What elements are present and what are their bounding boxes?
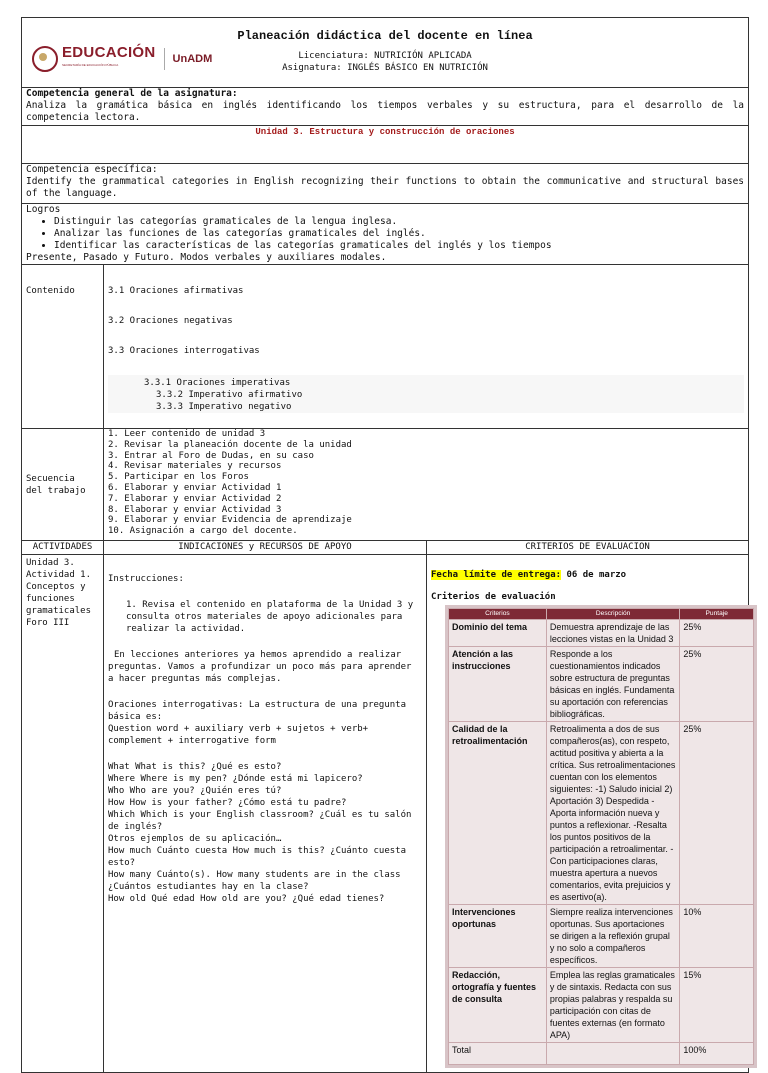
competencia-especifica-label: Competencia específica: <box>26 164 158 175</box>
contenido-item: 3.3 Oraciones interrogativas <box>108 346 260 356</box>
seal-icon <box>32 46 58 72</box>
actividad-line: Conceptos y <box>26 582 86 592</box>
secuencia-label-2: del trabajo <box>26 485 86 496</box>
example-line: How old Qué edad How old are you? ¿Qué edad tienes? <box>108 894 385 904</box>
crit-puntaje: 25% <box>680 646 754 721</box>
logro-item: • Distinguir las categorías gramaticales de la lengua inglesa. <box>54 216 744 228</box>
secuencia-item: 3. Entrar al Foro de Dudas, en su caso <box>108 450 314 461</box>
criterios-subtitle: Criterios de evaluación <box>431 592 556 602</box>
educacion-logo-subtext: SECRETARÍA DE EDUCACIÓN PÚBLICA <box>62 63 119 67</box>
crit-descripcion: Responde a los cuestionamientos indicados sobre estructura de preguntas básicas en inglés. Fundamenta su aportación con referencias bibliográficas. <box>546 646 680 721</box>
educacion-logo-text: EDUCACIÓN <box>62 44 156 61</box>
competencia-especifica-text: Identify the grammatical categories in English recognizing their functions to obtain the communicative and structural bases of the language. <box>26 176 745 199</box>
crit-row <box>449 967 754 1042</box>
example-line: Where Where is my pen? ¿Dónde está mi lapicero? <box>108 774 363 784</box>
crit-puntaje: 10% <box>680 904 754 967</box>
contenido-subitem: 3.3.3 Imperativo negativo <box>156 402 292 412</box>
secuencia-item: 8. Elaborar y enviar Actividad 3 <box>108 504 282 515</box>
logros-row <box>22 204 749 265</box>
competencia-general-text: Analiza la gramática básica en inglés identificando los tiempos verbales y su estructura, para el desarrollo de la competencia lectora. <box>26 100 745 123</box>
page-title: Planeación didáctica del docente en línea <box>237 29 533 43</box>
competencia-general-label: Competencia general de la asignatura: <box>26 88 238 99</box>
secuencia-item: 7. Elaborar y enviar Actividad 2 <box>108 493 282 504</box>
example-line: Who Who are you? ¿Quién eres tú? <box>108 786 282 796</box>
asignatura: Asignatura: INGLÉS BÁSICO EN NUTRICIÓN <box>282 63 488 73</box>
logos <box>32 46 212 72</box>
actividad-line: Foro III <box>26 618 70 628</box>
activities-header-row <box>22 541 749 555</box>
crit-criterio: Dominio del tema <box>449 619 547 646</box>
contenido-item: 3.1 Oraciones afirmativas <box>108 286 244 296</box>
fecha-limite <box>431 569 744 581</box>
paragraph-1: En lecciones anteriores ya hemos aprendido a realizar preguntas. Vamos a profundizar un poco más para aprender a hacer preguntas más complejas. <box>108 650 412 684</box>
contenido-row <box>22 265 749 429</box>
unadm-logo: UnADM <box>172 53 213 65</box>
paragraph-2: Oraciones interrogativas: La estructura de una pregunta básica es: <box>108 700 407 722</box>
unidad-title: Unidad 3. Estructura y construcción de oraciones <box>22 126 749 164</box>
crit-descripcion: Emplea las reglas gramaticales y de sintaxis. Redacta con sus propias palabras y respalda su participación con citas de fuentes externas (en formato APA) <box>546 967 680 1042</box>
crit-puntaje: 25% <box>680 619 754 646</box>
contenido-label: Contenido <box>22 265 104 429</box>
secuencia-item: 1. Leer contenido de unidad 3 <box>108 429 266 439</box>
logros-tail: Presente, Pasado y Futuro. Modos verbales y auxiliares modales. <box>26 252 387 263</box>
contenido-subitem: 3.3.2 Imperativo afirmativo <box>156 390 303 400</box>
crit-puntaje: 100% <box>680 1042 754 1064</box>
crit-criterio: Atención a las instrucciones <box>449 646 547 721</box>
crit-criterio: Total <box>449 1042 547 1064</box>
logros-list <box>26 216 744 252</box>
subitems-block <box>108 375 744 413</box>
crit-header: Criterios <box>449 609 547 620</box>
crit-criterio: Redacción, ortografía y fuentes de consulta <box>449 967 547 1042</box>
crit-row <box>449 619 754 646</box>
example-line: Otros ejemplos de su aplicación… <box>108 834 282 844</box>
actividad-line: gramaticales <box>26 606 92 616</box>
secuencia-item: 10. Asignación a cargo del docente. <box>108 526 298 537</box>
licenciatura: Licenciatura: NUTRICIÓN APLICADA <box>298 51 472 61</box>
crit-row <box>449 721 754 904</box>
logros-label: Logros <box>26 204 61 215</box>
logro-item: • Identificar las características de las categorías gramaticales del inglés y los tiempos <box>54 240 744 252</box>
header-row <box>22 18 749 88</box>
secuencia-item: 4. Revisar materiales y recursos <box>108 461 282 472</box>
example-line: Which Which is your English classroom? ¿Cuál es tu salón de inglés? <box>108 810 412 832</box>
crit-criterio: Calidad de la retroalimentación <box>449 721 547 904</box>
secuencia-item: 6. Elaborar y enviar Actividad 1 <box>108 482 282 493</box>
fecha-value: 06 de marzo <box>566 570 627 580</box>
instrucciones-label: Instrucciones: <box>108 574 184 584</box>
crit-row <box>449 904 754 967</box>
secuencia-item: 2. Revisar la planeación docente de la unidad <box>108 439 352 450</box>
crit-puntaje: 15% <box>680 967 754 1042</box>
secuencia-item: 5. Participar en los Foros <box>108 472 249 483</box>
competencia-especifica-row <box>22 164 749 204</box>
example-line: What What is this? ¿Qué es esto? <box>108 762 282 772</box>
crit-row-total <box>449 1042 754 1064</box>
competencia-general-row <box>22 88 749 126</box>
criterios-table <box>448 608 754 1065</box>
crit-puntaje: 25% <box>680 721 754 904</box>
crit-descripcion: Demuestra aprendizaje de las lecciones vistas en la Unidad 3 <box>546 619 680 646</box>
secuencia-label: Secuencia <box>26 473 75 484</box>
planeacion-table <box>21 17 749 1073</box>
step-1: 1. Revisa el contenido en plataforma de la Unidad 3 y consulta otros materiales de apoyo adicionales para realizar la actividad. <box>126 600 414 634</box>
logo-divider <box>164 48 165 70</box>
educacion-logo <box>32 46 156 72</box>
example-line: How many Cuánto(s). How many students are in the class ¿Cuántos estudiantes hay en la clase? <box>108 870 401 892</box>
example-line: How How is your father? ¿Cómo está tu padre? <box>108 798 347 808</box>
crit-header: Puntaje <box>680 609 754 620</box>
criterios-table-frame <box>445 605 757 1068</box>
crit-criterio: Intervenciones oportunas <box>449 904 547 967</box>
contenido-subitem: 3.3.1 Oraciones imperativas <box>144 378 291 388</box>
actividad-line: Actividad 1. <box>26 570 92 580</box>
header-criterios: CRITERIOS DE EVALUACION <box>427 541 749 555</box>
crit-descripcion <box>546 1042 680 1064</box>
paragraph-3: Question word + auxiliary verb + sujetos + verb+ complement + interrogative form <box>108 724 369 746</box>
example-line: How much Cuánto cuesta How much is this? ¿Cuánto cuesta esto? <box>108 846 407 868</box>
fecha-label: Fecha límite de entrega: <box>431 570 562 580</box>
unidad-row <box>22 126 749 164</box>
crit-header: Descripción <box>546 609 680 620</box>
actividad-line: funciones <box>26 594 75 604</box>
planeacion-document <box>21 17 748 1055</box>
secuencia-row <box>22 429 749 541</box>
activity-row <box>22 555 749 1073</box>
secuencia-item: 9. Elaborar y enviar Evidencia de aprendizaje <box>108 515 352 526</box>
crit-descripcion: Retroalimenta a dos de sus compañeros(as), con respeto, actitud positiva y abierta a la crítica. Sus retroalimentaciones cuentan con los elementos siguientes: -1) Saludo inicial 2) Aportación 3) Despedida -Aporta información nueva y puntos a reflexionar. -Resalta los puntos positivos de la participación a retroalimentar. -Con participaciones claras, muestra apertura a nuevos comentarios, evita prejuicios y es asertivo(a). <box>546 721 680 904</box>
logro-item: • Analizar las funciones de las categorías gramaticales del inglés. <box>54 228 744 240</box>
header-actividades: ACTIVIDADES <box>22 541 104 555</box>
header-indicaciones: INDICACIONES y RECURSOS DE APOYO <box>104 541 427 555</box>
crit-descripcion: Siempre realiza intervenciones oportunas. Sus aportaciones se dirigen a la reflexión grupal y no solo a compañeros específicos. <box>546 904 680 967</box>
contenido-item: 3.2 Oraciones negativas <box>108 316 233 326</box>
crit-row <box>449 646 754 721</box>
actividad-line: Unidad 3. <box>26 558 75 568</box>
